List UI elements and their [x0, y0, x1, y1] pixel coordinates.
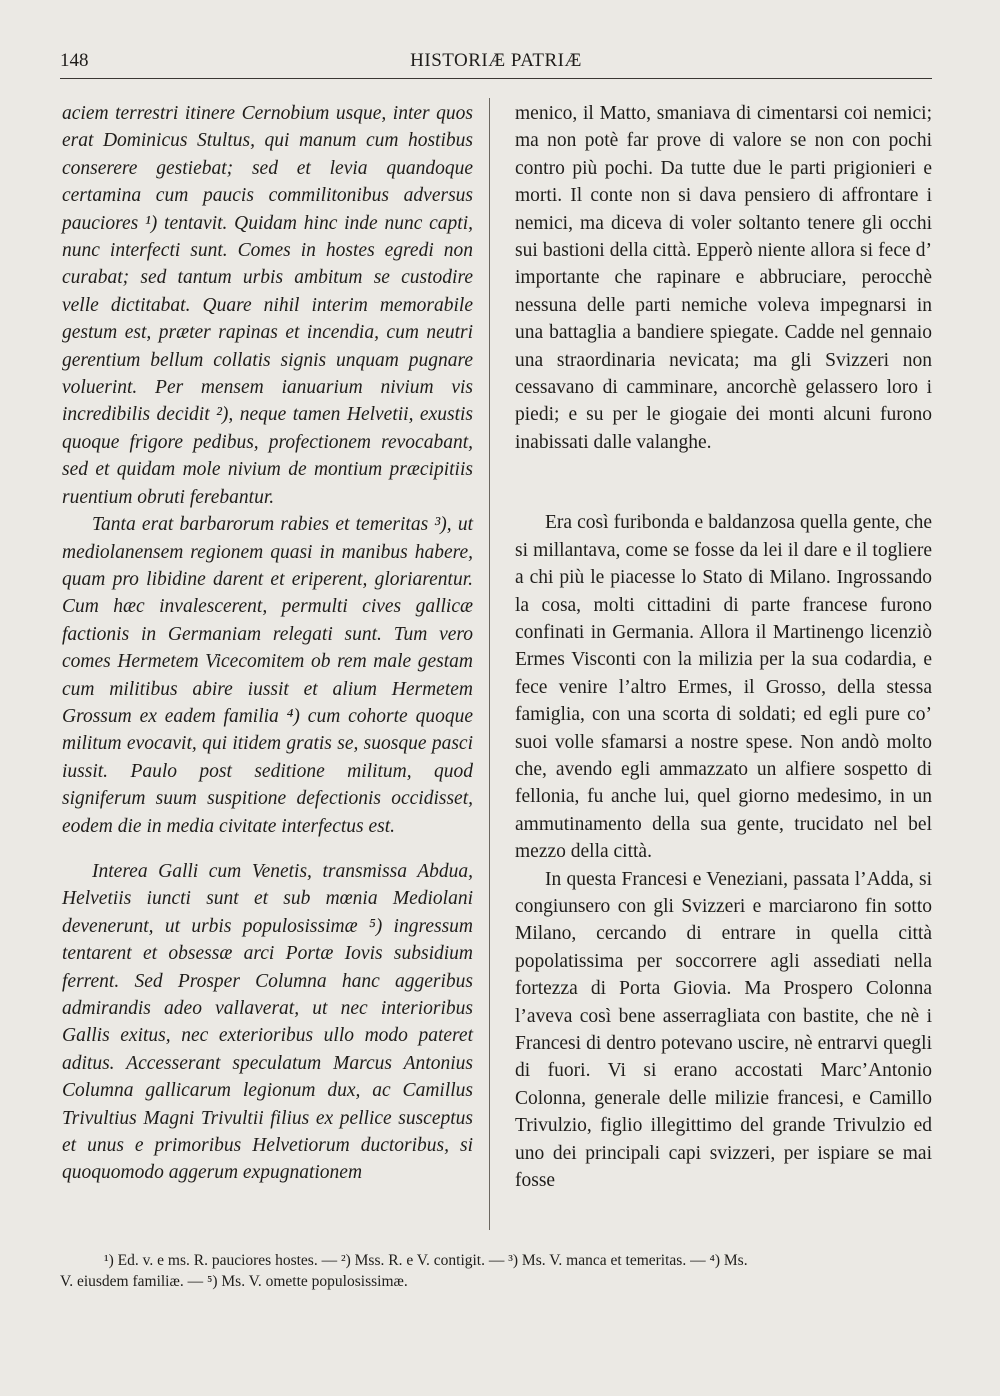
- italian-paragraph: menico, il Matto, smaniava di cimentarsi coi nemici; ma non potè far prove di valore se non con pochi contro più pochi. Da tutte due le parti prigionieri e morti. Il conte non si dava pensiero di affrontare i nemici, ma diceva di voler soltanto tenere gli occhi sui bastioni della città. Epperò niente allora si fece d’ importante che rapinare e abbruciare, perocchè nessuna delle parti nemiche voleva impegnarsi in una battaglia a bandiere spiegate. Cadde nel gennaio una straordinaria nevicata; ma gli Svizzeri non cessavano di camminare, ancorchè gelassero loro i piedi; e su per le giogaie dei monti alcuni furono inabissati dalle valanghe.: [515, 103, 932, 453]
- running-title: HISTORIÆ PATRIÆ: [410, 50, 582, 71]
- latin-column: [62, 100, 473, 1187]
- latin-paragraph: aciem terrestri itinere Cernobium usque, inter quos erat Dominicus Stultus, qui manum cum hostibus conserere gestiebat; sed et levia quandoque certamina cum paucis commilitonibus adversus pauciores ¹) tentavit. Quidam hinc inde nunc capti, nunc interfecti sunt. Comes in hostes egredi non curabat; sed tantum urbis ambitum se custodire velle dictitabat. Quare nihil interim memorabile gestum est, præter rapinas et incendia, cum neutri gerentium bellum collatis signis unquam pugnare voluerint. Per mensem ianuarium nivium vis incredibilis decidit ²), neque tamen Helvetii, exustis quoque frigore pedibus, profectionem revocabant, sed et quidam mole nivium de montium præcipitiis ruentium obruti ferebantur.: [62, 103, 473, 508]
- footnote-line: ¹) Ed. v. e ms. R. pauciores hostes. — ²) Mss. R. e V. contigit. — ³) Ms. V. manca et temeritas. — ⁴) Ms.: [104, 1252, 748, 1269]
- italian-column: [515, 100, 932, 1194]
- latin-paragraph: Tanta erat barbarorum rabies et temeritas ³), ut mediolanensem regionem quasi in manibus habere, quam pro libidine darent et eriperent, gloriarentur. Cum hæc invalescerent, permulti cives gallicæ factionis in Germaniam relegati sunt. Tum vero comes Hermetem Vicecomitem ob rem male gestam cum militibus abire iussit et alium Hermetem Grossum ex eadem familia ⁴) cum cohorte quoque militum evocavit, qui itidem gratis se, suosque pasci iussit. Paulo post seditione militum, quod signiferum suum suspitione defectionis occidisset, eodem die in media civitate interfectus est.: [62, 514, 473, 837]
- latin-paragraph: Interea Galli cum Venetis, transmissa Abdua, Helvetiis iuncti sunt et sub mœnia Mediolani devenerunt, ut urbis populosissimæ ⁵) ingressum tentarent et obsessæ arci Portæ Iovis subsidium ferrent. Sed Prosper Columna hanc aggeribus admirandis adeo vallaverat, ut nec interioribus Gallis exitus, nec exterioribus ullo modo pateret aditus. Accesserant speculatum Marcus Antonius Columna gallicarum legionum dux, ac Camillus Trivultius Magni Trivultii filius ex pellice susceptus et unus e primoribus Helvetiorum ductoribus, si quoquomodo aggerum expugnationem: [62, 860, 473, 1184]
- page-header: [60, 46, 932, 76]
- italian-paragraph: Era così furibonda e baldanzosa quella gente, che si millantava, come se fosse da lei il dare e il togliere a chi più le piacesse lo Stato di Milano. Ingrossando la cosa, molti cittadini di parte francese furono confinati in Germania. Allora il Martinengo licenziò Ermes Visconti con la milizia per la sua codardia, e fece venire l’altro Ermes, il Grosso, della stessa famiglia, con una scorta di soldati; ed egli pure co’ suoi volle sfamarsi a nostre spese. Non andò molto che, avendo egli ammazzato un alfiere sospetto di fellonia, fu anche lui, quel giorno medesimo, in un ammutinamento della sua gente, trucidato nel bel mezzo della città.: [515, 512, 932, 863]
- header-rule: [60, 78, 932, 79]
- footnote-line: V. eiusdem familiæ. — ⁵) Ms. V. omette populosissimæ.: [60, 1273, 408, 1290]
- page-number: 148: [60, 50, 89, 71]
- column-divider: [489, 98, 490, 1230]
- italian-paragraph: In questa Francesi e Veneziani, passata l’Adda, si congiunsero con gli Svizzeri e marciarono fin sotto Milano, cercando di entrare in quella città popolatissima per soccorrere agli assediati nella fortezza di Porta Giovia. Ma Prospero Colonna l’aveva così bene asserragliata con bastite, che nè i Francesi di dentro potevano uscire, nè entrarvi quegli di fuori. Vi si erano accostati Marc’Antonio Colonna, generale delle milizie francesi, e Camillo Trivulzio, figlio illegittimo del grande Trivulzio ed uno dei principali capi svizzeri, per ispiare se mai fosse: [515, 868, 932, 1192]
- footnotes: [60, 1250, 932, 1292]
